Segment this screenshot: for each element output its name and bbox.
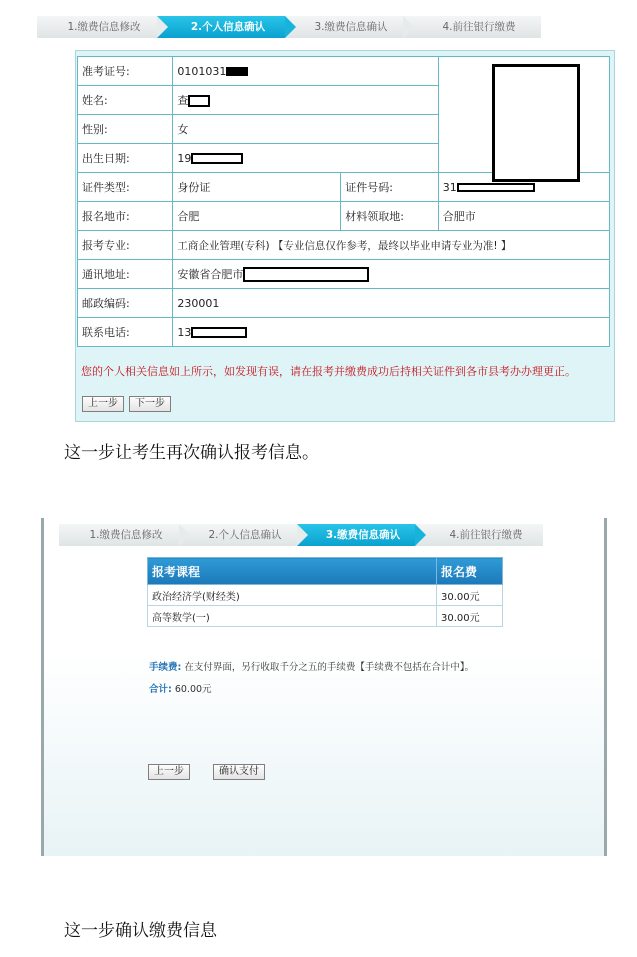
total-line xyxy=(149,681,212,695)
exam-no-value: 0101031 xyxy=(173,57,438,86)
step-4-tab[interactable]: 4.前往银行缴费 xyxy=(415,524,543,546)
reg-place-label: 报名地市: xyxy=(78,202,173,231)
prev-step-button[interactable]: 上一步 xyxy=(148,764,190,780)
step-bar xyxy=(37,16,541,38)
step-3-tab[interactable]: 3.缴费信息确认 xyxy=(297,524,415,546)
handling-fee-line xyxy=(149,659,474,673)
phone-value: 13 xyxy=(173,318,610,347)
address-label: 通讯地址: xyxy=(78,260,173,289)
step-1-tab[interactable]: 1.缴费信息修改 xyxy=(59,524,179,546)
postcode-label: 邮政编码: xyxy=(78,289,173,318)
step-4-tab[interactable]: 4.前往银行缴费 xyxy=(403,16,541,38)
phone-label: 联系电话: xyxy=(78,318,173,347)
redaction xyxy=(191,327,247,338)
redaction xyxy=(226,67,248,76)
pickup-label: 材料领取地: xyxy=(341,202,439,231)
gender-label: 性别: xyxy=(78,115,173,144)
caption-confirm-info: 这一步让考生再次确认报考信息。 xyxy=(64,443,319,463)
total-label: 合计: xyxy=(149,684,172,695)
fee-confirm-screen xyxy=(41,518,607,856)
pickup-value: 合肥市 xyxy=(438,202,609,231)
fee-header: 报名费 xyxy=(437,558,503,585)
id-no-label: 证件号码: xyxy=(341,173,439,202)
caption-confirm-fee: 这一步确认缴费信息 xyxy=(64,921,217,941)
reg-place-value: 合肥 xyxy=(173,202,341,231)
fee-table xyxy=(147,557,503,627)
handling-fee-text: 在支付界面，另行收取千分之五的手续费【手续费不包括在合计中】。 xyxy=(184,662,475,673)
step-bar xyxy=(59,524,543,546)
redaction xyxy=(457,183,535,192)
dob-label: 出生日期: xyxy=(78,144,173,173)
next-step-button[interactable]: 下一步 xyxy=(129,396,171,412)
redaction xyxy=(243,267,369,282)
prev-step-button[interactable]: 上一步 xyxy=(82,396,124,412)
step-3-tab[interactable]: 3.缴费信息确认 xyxy=(285,16,403,38)
course-header: 报考课程 xyxy=(148,558,437,585)
redaction xyxy=(188,95,210,107)
table-row xyxy=(148,585,503,606)
handling-fee-label: 手续费: xyxy=(149,662,182,673)
fee-cell: 30.00元 xyxy=(437,606,503,627)
frame-border xyxy=(604,518,607,856)
name-label: 姓名: xyxy=(78,86,173,115)
confirm-payment-button[interactable]: 确认支付 xyxy=(213,764,265,780)
fee-cell: 30.00元 xyxy=(437,585,503,606)
personal-info-screen xyxy=(37,8,607,420)
exam-no-label: 准考证号: xyxy=(78,57,173,86)
step-1-tab[interactable]: 1.缴费信息修改 xyxy=(37,16,157,38)
redaction xyxy=(191,153,243,164)
step-2-tab[interactable]: 2.个人信息确认 xyxy=(157,16,285,38)
total-value: 60.00元 xyxy=(174,684,212,695)
address-value: 安徽省合肥市 xyxy=(173,260,610,289)
photo-redaction xyxy=(492,64,580,182)
course-cell: 政治经济学(财经类) xyxy=(148,585,437,606)
major-label: 报考专业: xyxy=(78,231,173,260)
postcode-value: 230001 xyxy=(173,289,610,318)
step-2-tab[interactable]: 2.个人信息确认 xyxy=(179,524,297,546)
dob-value: 19 xyxy=(173,144,438,173)
gender-value: 女 xyxy=(173,115,438,144)
correction-notice: 您的个人相关信息如上所示，如发现有误，请在报考并缴费成功后持相关证件到各市县考办办理更正。 xyxy=(81,365,576,378)
name-value: 查 xyxy=(173,86,438,115)
frame-border xyxy=(41,518,44,856)
course-cell: 高等数学(一) xyxy=(148,606,437,627)
id-no-value: 31 xyxy=(438,173,609,202)
major-value: 工商企业管理(专科) 【专业信息仅作参考，最终以毕业申请专业为准! 】 xyxy=(173,231,610,260)
id-type-value: 身份证 xyxy=(173,173,341,202)
id-type-label: 证件类型: xyxy=(78,173,173,202)
table-row xyxy=(148,606,503,627)
